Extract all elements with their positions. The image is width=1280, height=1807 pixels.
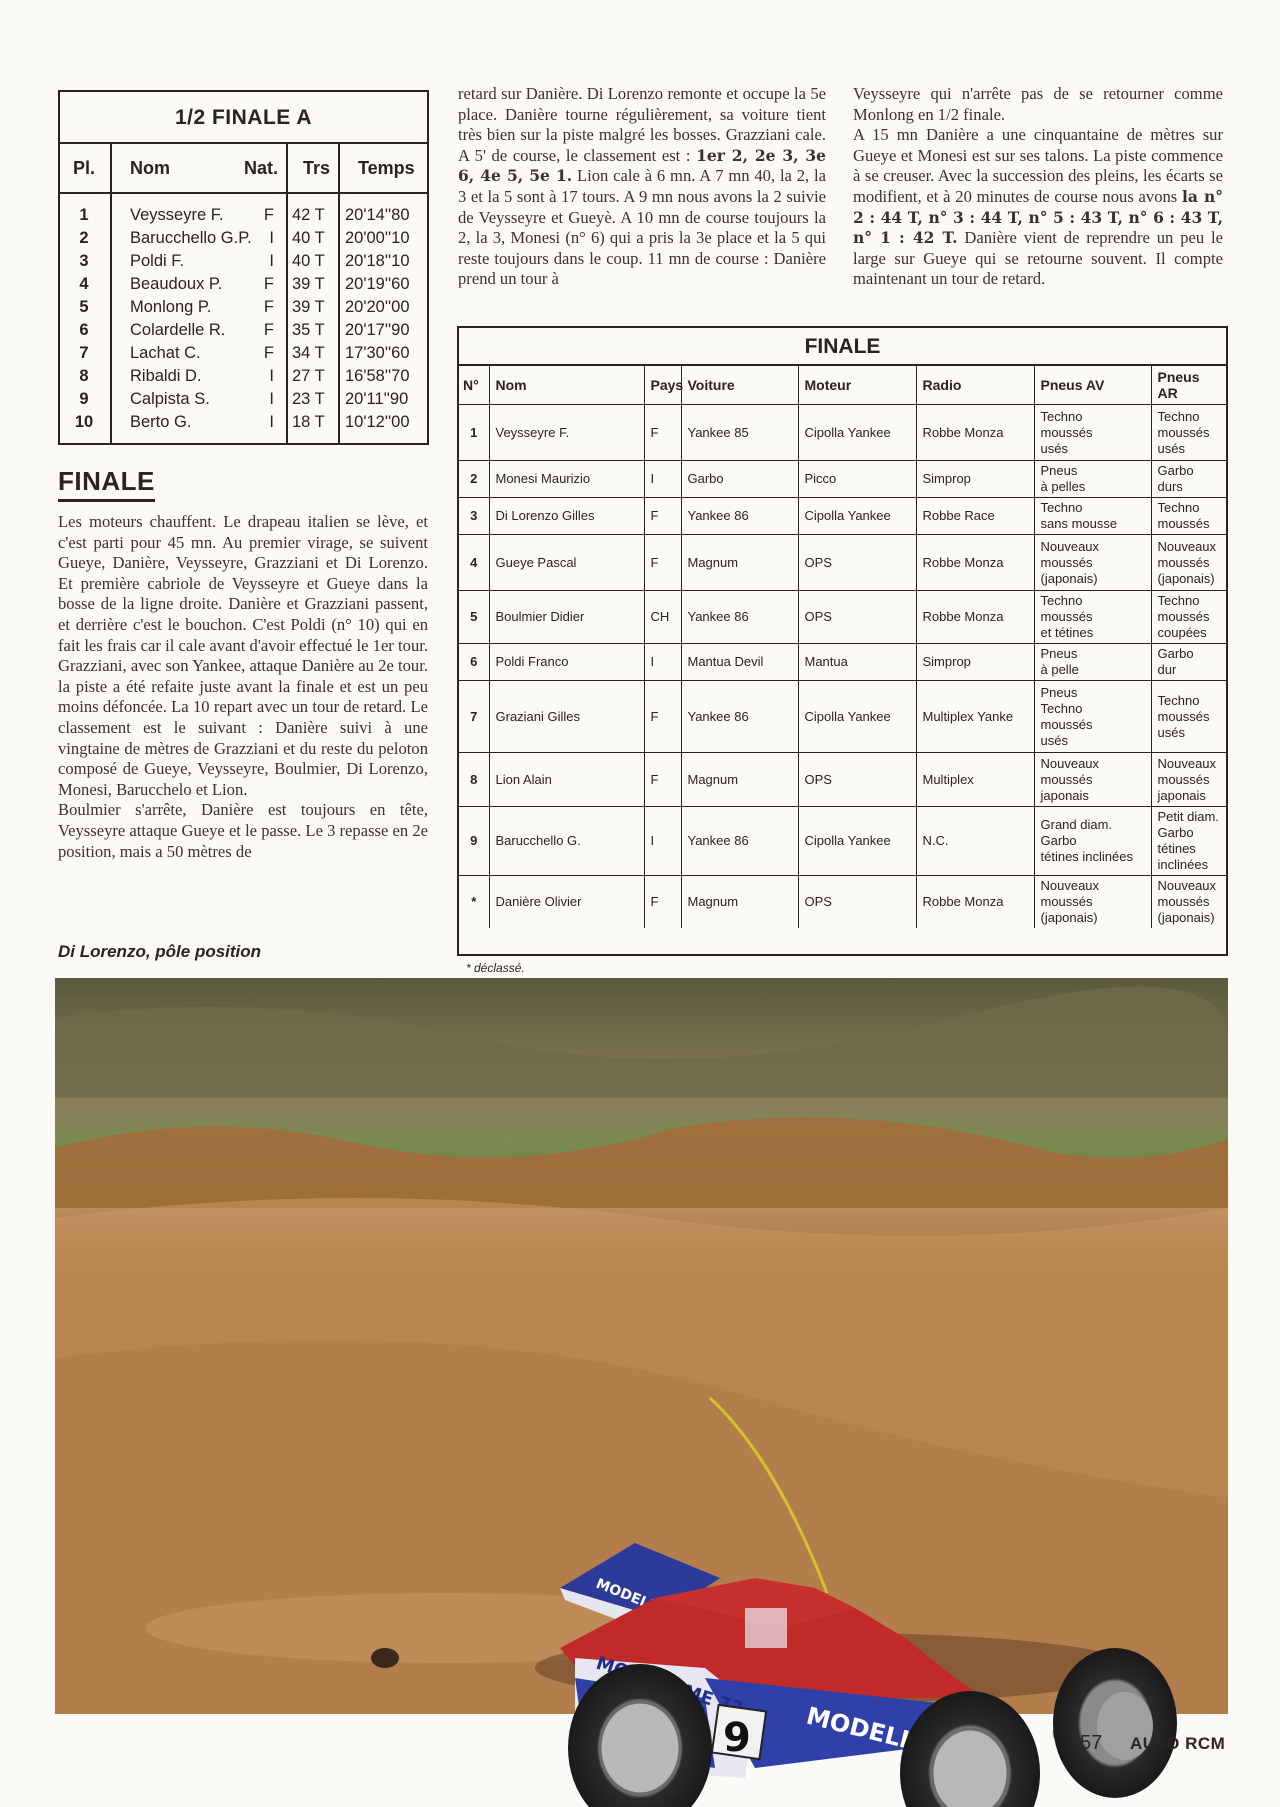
finale-cell: Pneus Techno moussés usés [1034, 681, 1151, 753]
finale-cell: F [644, 405, 681, 461]
finale-cell: CH [644, 591, 681, 644]
cell-trs: 23 T [292, 390, 325, 408]
finale-cell: Robbe Monza [916, 405, 1034, 461]
cell-trs: 42 T [292, 206, 325, 224]
finale-cell: Nouveaux moussés (japonais) [1034, 876, 1151, 929]
cell-trs: 35 T [292, 321, 325, 339]
finale-cell: Yankee 86 [681, 807, 798, 876]
finale-header-cell: Moteur [798, 366, 916, 405]
finale-cell: Mantua [798, 644, 916, 681]
finale-cell: Grand diam. Garbo tétines inclinées [1034, 807, 1151, 876]
cell-pl: 2 [79, 229, 89, 247]
finale-cell: 9 [459, 807, 489, 876]
cell-trs: 27 T [292, 367, 325, 385]
cell-nat: F [263, 298, 274, 316]
finale-cell: Cipolla Yankee [798, 498, 916, 535]
cell-pl: 6 [79, 321, 89, 339]
finale-cell: Robbe Monza [916, 535, 1034, 591]
cell-pl: 5 [79, 298, 89, 316]
finale-header-cell: N° [459, 366, 489, 405]
finale-cell: Garbo dur [1151, 644, 1226, 681]
table-row [459, 876, 1226, 929]
finale-cell: Boulmier Didier [489, 591, 644, 644]
standings-bold: 1er 2, 2e 3, 3e 6, 4e 5, 5e 1. [458, 145, 826, 186]
table-row [459, 591, 1226, 644]
cell-temps: 20'00''10 [345, 229, 410, 247]
finale-cell: Robbe Race [916, 498, 1034, 535]
cell-temps: 16'58''70 [345, 367, 410, 385]
cell-nat: I [269, 229, 274, 247]
cell-pl: 10 [74, 413, 94, 431]
finale-cell: Garbo durs [1151, 461, 1226, 498]
finale-cell: Techno moussés coupées [1151, 591, 1226, 644]
table-row [459, 644, 1226, 681]
cell-temps: 20'14''80 [345, 206, 410, 224]
finale-cell: Nouveaux moussés (japonais) [1151, 876, 1226, 929]
cell-nom: Poldi F. [130, 252, 185, 270]
finale-cell: Nouveaux moussés (japonais) [1151, 535, 1226, 591]
finale-cell: 3 [459, 498, 489, 535]
finale-cell: F [644, 681, 681, 753]
table-row [60, 250, 427, 273]
finale-cell: Yankee 86 [681, 498, 798, 535]
article-paragraph: Veysseyre qui n'arrête pas de se retourner comme Monlong en 1/2 finale. [853, 84, 1223, 124]
finale-cell: Petit diam. Garbo tétines inclinées [1151, 807, 1226, 876]
cell-temps: 20'11''90 [345, 390, 409, 408]
cell-trs: 39 T [292, 298, 325, 316]
livery-text-hood: MODELISME [803, 1701, 968, 1769]
finale-cell: I [644, 807, 681, 876]
finale-cell: F [644, 498, 681, 535]
header-trs: Trs [303, 158, 331, 178]
finale-cell: N.C. [916, 807, 1034, 876]
table-row [60, 388, 427, 411]
finale-cell: Monesi Maurizio [489, 461, 644, 498]
finale-header-cell: Pneus AR [1151, 366, 1226, 405]
header-nom: Nom [130, 158, 170, 178]
table-row [60, 319, 427, 342]
finale-cell: 6 [459, 644, 489, 681]
cell-temps: 17'30''60 [345, 344, 410, 362]
finale-cell: Techno moussés usés [1151, 405, 1226, 461]
cell-nom: Beaudoux P. [130, 275, 223, 293]
cell-nat: F [263, 321, 274, 339]
cell-nat: F [263, 206, 274, 224]
table-row [60, 204, 427, 227]
finale-cell: I [644, 644, 681, 681]
finale-cell: Robbe Monza [916, 591, 1034, 644]
cell-nom: Lachat C. [130, 344, 201, 362]
finale-cell: Yankee 85 [681, 405, 798, 461]
finale-header-cell: Pneus AV [1034, 366, 1151, 405]
finale-cell: F [644, 753, 681, 807]
article-column-3 [853, 84, 1223, 290]
cell-nat: I [269, 367, 274, 385]
cell-temps: 20'17''90 [345, 321, 410, 339]
article-column-2 [458, 84, 826, 290]
finale-header-cell: Voiture [681, 366, 798, 405]
finale-header-cell: Pays [644, 366, 681, 405]
cell-nom: Berto G. [130, 413, 192, 431]
cell-pl: 3 [79, 252, 89, 270]
finale-cell: OPS [798, 591, 916, 644]
cell-nom: Colardelle R. [130, 321, 226, 339]
finale-cell: Techno moussés usés [1034, 405, 1151, 461]
finale-cell: Robbe Monza [916, 876, 1034, 929]
standings-bold: la n° 2 : 44 T, n° 3 : 44 T, n° 5 : 43 T, n° 6 : 43 T, n° 1 : 42 T. [853, 186, 1223, 248]
finale-header-cell: Nom [489, 366, 644, 405]
table-row [459, 535, 1226, 591]
cell-nom: Monlong P. [130, 298, 212, 316]
finale-cell: 5 [459, 591, 489, 644]
finale-cell: Pneus à pelle [1034, 644, 1151, 681]
finale-cell: OPS [798, 753, 916, 807]
finale-cell: Graziani Gilles [489, 681, 644, 753]
finale-cell: 7 [459, 681, 489, 753]
finale-header-cell: Radio [916, 366, 1034, 405]
finale-cell: Di Lorenzo Gilles [489, 498, 644, 535]
article-column-1 [58, 512, 428, 862]
finale-cell: Barucchello G. [489, 807, 644, 876]
footnote: * déclassé. [466, 961, 525, 975]
table-row [60, 411, 427, 434]
table-row [60, 273, 427, 296]
cell-pl: 4 [79, 275, 89, 293]
cell-pl: 8 [79, 367, 89, 385]
table-row [60, 365, 427, 388]
table-row [60, 296, 427, 319]
finale-cell: Yankee 86 [681, 681, 798, 753]
cell-nat: I [269, 252, 274, 270]
cell-pl: 1 [79, 206, 89, 224]
finale-cell: F [644, 535, 681, 591]
finale-cell: Mantua Devil [681, 644, 798, 681]
cell-nat: F [263, 275, 274, 293]
finale-cell: Yankee 86 [681, 591, 798, 644]
finale-cell: Techno moussés [1151, 498, 1226, 535]
cell-pl: 9 [79, 390, 89, 408]
cell-trs: 39 T [292, 275, 325, 293]
finale-cell: * [459, 876, 489, 929]
finale-cell: 2 [459, 461, 489, 498]
cell-trs: 40 T [292, 229, 325, 247]
finale-cell: Cipolla Yankee [798, 405, 916, 461]
cell-nat: F [263, 344, 274, 362]
finale-cell: I [644, 461, 681, 498]
cell-temps: 20'20''00 [345, 298, 410, 316]
finale-cell: F [644, 876, 681, 929]
table-row [459, 681, 1226, 753]
cell-temps: 20'19''60 [345, 275, 410, 293]
car-number: 9 [723, 1715, 751, 1761]
article-paragraph: retard sur Danière. Di Lorenzo remonte et occupe la 5e place. Danière tourne régulièrement, sa voiture tient très bien sur la piste malgré les bosses. Grazziani cale. A 5' de course, le classement est : 1er 2, 2e 3, 3e 6, 4e 5, 5e 1. Lion cale à 6 mn. A 7 mn 40, la 2, la 3 et la 5 sont à 17 tours. A 9 mn nous avons la 2 suivie de Veysseyre et Gueyè. A 10 mn de course toujours la 2, la 3, Monesi (n° 6) qui a pris la 3e place et la 5 qui reste toujours dans le coup. 11 mn de course : Danière prend un tour à [458, 84, 827, 289]
cell-nat: I [269, 413, 274, 431]
finale-cell: Multiplex [916, 753, 1034, 807]
finale-cell: OPS [798, 876, 916, 929]
finale-cell: Gueye Pascal [489, 535, 644, 591]
finale-cell: Simprop [916, 461, 1034, 498]
cell-nom: Calpista S. [130, 390, 210, 408]
finale-cell: Nouveaux moussés japonais [1034, 753, 1151, 807]
finale-cell: Danière Olivier [489, 876, 644, 929]
finale-title: FINALE [459, 328, 1226, 366]
semi-final-table [58, 90, 429, 445]
finale-table [457, 326, 1228, 956]
finale-cell: Veysseyre F. [489, 405, 644, 461]
finale-cell: Nouveaux moussés (japonais) [1034, 535, 1151, 591]
finale-cell: Techno moussés usés [1151, 681, 1226, 753]
finale-cell: Techno moussés et tétines [1034, 591, 1151, 644]
table-row [459, 807, 1226, 876]
magazine-name: AUTO RCM [1130, 1734, 1226, 1753]
cell-trs: 40 T [292, 252, 325, 270]
cell-temps: 10'12''00 [345, 413, 410, 431]
table-row [459, 498, 1226, 535]
cell-nat: I [269, 390, 274, 408]
cell-nom: Barucchello G.P. [130, 229, 252, 247]
section-title-finale: FINALE [58, 466, 155, 502]
finale-cell: Pneus à pelles [1034, 461, 1151, 498]
table-row [459, 753, 1226, 807]
table-row [60, 342, 427, 365]
cell-nom: Ribaldi D. [130, 367, 202, 385]
photo-caption: Di Lorenzo, pôle position [58, 942, 262, 961]
semi-final-title: 1/2 FINALE A [60, 92, 427, 144]
finale-cell: Cipolla Yankee [798, 807, 916, 876]
header-temps: Temps [358, 158, 415, 178]
article-paragraph: Les moteurs chauffent. Le drapeau italien se lève, et c'est parti pour 45 mn. Au premier virage, se suivent Gueye, Danière, Veysseyre, Grazziani et Di Lorenzo. Et première cabriole de Veysseyre et Gueye dans la bosse de la ligne droite. Danière et Grazziani passent, et derrière c'est le bouchon. C'est Poldi (n° 10) qui en fait les frais car il cale avant d'avoir effectué le 1er tour. Grazziani, avec son Yankee, attaque Danière au 2e tour. la piste a été refaite juste avant la finale et est un peu moins défoncée. La 10 repart avec un tour de retard. Le classement est le suivant : Danière suivi à une vingtaine de mètres de Grazziani et du reste du peloton composé de Gueye, Veysseyre, Boulmier, Di Lorenzo, Monesi, Barucchelo et Lion. [58, 512, 428, 799]
cell-temps: 20'18''10 [345, 252, 410, 270]
finale-cell: 1 [459, 405, 489, 461]
finale-cell: Magnum [681, 535, 798, 591]
semi-final-header [60, 144, 427, 194]
finale-cell: Techno sans mousse [1034, 498, 1151, 535]
header-nat: Nat. [244, 158, 279, 178]
finale-cell: Picco [798, 461, 916, 498]
finale-cell: Cipolla Yankee [798, 681, 916, 753]
table-row [60, 227, 427, 250]
cell-nom: Veysseyre F. [130, 206, 224, 224]
finale-cell: Garbo [681, 461, 798, 498]
finale-cell: 4 [459, 535, 489, 591]
article-paragraph: Boulmier s'arrête, Danière est toujours en tête, Veysseyre attaque Gueye et le passe. Le 3 repasse en 2e position, mais a 50 mètres de [58, 800, 428, 861]
finale-cell: Magnum [681, 753, 798, 807]
finale-cell: 8 [459, 753, 489, 807]
header-pl: Pl. [72, 158, 95, 178]
table-row [459, 405, 1226, 461]
cell-trs: 34 T [292, 344, 325, 362]
cell-trs: 18 T [292, 413, 325, 431]
finale-cell: Lion Alain [489, 753, 644, 807]
finale-cell: Multiplex Yanke [916, 681, 1034, 753]
article-paragraph: A 15 mn Danière a une cinquantaine de mètres sur Gueye et Monesi est sur ses talons. La piste commence à se creuser. Avec la succession des pleins, les écarts se modifient, et à 20 minutes de course nous avons la n° 2 : 44 T, n° 3 : 44 T, n° 5 : 43 T, n° 6 : 43 T, n° 1 : 42 T. Danière vient de reprendre un peu le large sur Gueye qui se retourne souvent. Il compte maintenant un tour de retard. [853, 125, 1223, 289]
cell-pl: 7 [79, 344, 89, 362]
finale-cell: Poldi Franco [489, 644, 644, 681]
page-number: 57 [1080, 1732, 1103, 1754]
finale-cell: OPS [798, 535, 916, 591]
finale-cell: Nouveaux moussés japonais [1151, 753, 1226, 807]
semi-final-body [60, 194, 427, 434]
finale-cell: Magnum [681, 876, 798, 929]
table-row [459, 461, 1226, 498]
finale-cell: Simprop [916, 644, 1034, 681]
